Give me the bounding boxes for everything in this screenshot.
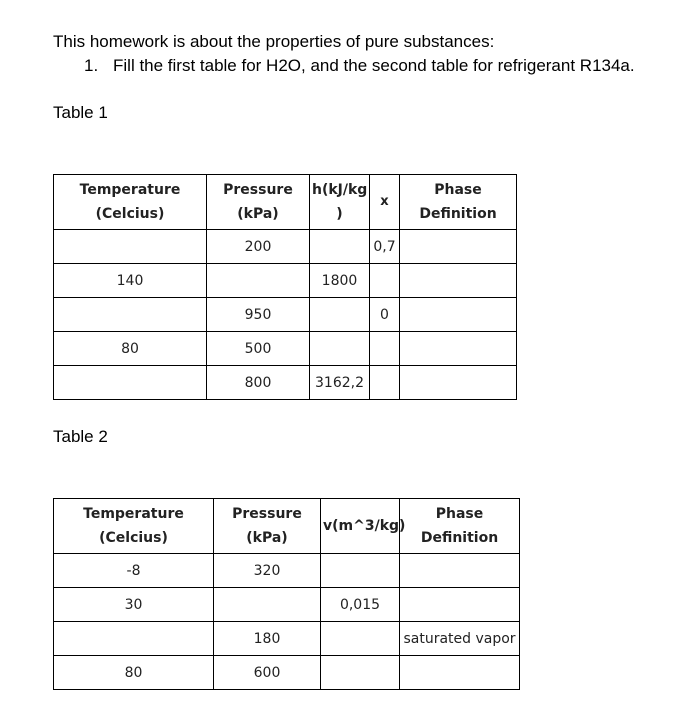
table1-caption: Table 1 — [53, 103, 108, 122]
instruction-item — [84, 54, 635, 78]
cell-temperature[interactable] — [54, 622, 214, 656]
table2-caption: Table 2 — [53, 427, 108, 446]
table-header-row — [54, 499, 520, 554]
homework-intro: This homework is about the properties of pure substances: — [53, 32, 495, 51]
cell-enthalpy[interactable] — [310, 230, 370, 264]
header-phase: Phase Definition — [400, 499, 520, 554]
header-specific-volume: v(m^3/kg) — [321, 499, 400, 554]
cell-specific-volume[interactable] — [321, 622, 400, 656]
cell-temperature[interactable]: -8 — [54, 554, 214, 588]
cell-temperature[interactable]: 80 — [54, 332, 207, 366]
cell-temperature[interactable] — [54, 298, 207, 332]
cell-pressure[interactable]: 500 — [207, 332, 310, 366]
cell-quality[interactable]: 0 — [370, 298, 400, 332]
table-header-row — [54, 175, 517, 230]
cell-enthalpy[interactable]: 3162,2 — [310, 366, 370, 400]
cell-enthalpy[interactable] — [310, 298, 370, 332]
cell-specific-volume[interactable] — [321, 554, 400, 588]
header-temperature: Temperature (Celcius) — [54, 499, 214, 554]
cell-pressure[interactable]: 180 — [214, 622, 321, 656]
cell-phase[interactable]: saturated vapor — [400, 622, 520, 656]
table-row — [54, 298, 517, 332]
cell-specific-volume[interactable] — [321, 656, 400, 690]
table-row — [54, 588, 520, 622]
cell-specific-volume[interactable]: 0,015 — [321, 588, 400, 622]
cell-phase[interactable] — [400, 332, 517, 366]
cell-temperature[interactable] — [54, 230, 207, 264]
cell-pressure[interactable]: 320 — [214, 554, 321, 588]
cell-quality[interactable] — [370, 264, 400, 298]
cell-temperature[interactable]: 140 — [54, 264, 207, 298]
table-row — [54, 366, 517, 400]
cell-phase[interactable] — [400, 588, 520, 622]
table-row — [54, 622, 520, 656]
cell-enthalpy[interactable]: 1800 — [310, 264, 370, 298]
cell-temperature[interactable]: 80 — [54, 656, 214, 690]
table-row — [54, 230, 517, 264]
cell-pressure[interactable]: 950 — [207, 298, 310, 332]
header-phase: Phase Definition — [400, 175, 517, 230]
table-r134a — [53, 498, 520, 690]
cell-phase[interactable] — [400, 230, 517, 264]
header-temperature: Temperature (Celcius) — [54, 175, 207, 230]
header-enthalpy: h(kJ/kg ) — [310, 175, 370, 230]
cell-temperature[interactable]: 30 — [54, 588, 214, 622]
table-row — [54, 264, 517, 298]
cell-pressure[interactable]: 600 — [214, 656, 321, 690]
cell-pressure[interactable] — [207, 264, 310, 298]
table-row — [54, 656, 520, 690]
cell-phase[interactable] — [400, 656, 520, 690]
cell-enthalpy[interactable] — [310, 332, 370, 366]
cell-phase[interactable] — [400, 298, 517, 332]
header-pressure: Pressure (kPa) — [214, 499, 321, 554]
list-number: 1. — [84, 56, 99, 75]
cell-phase[interactable] — [400, 554, 520, 588]
table-row — [54, 554, 520, 588]
table-h2o — [53, 174, 517, 400]
cell-pressure[interactable] — [214, 588, 321, 622]
cell-phase[interactable] — [400, 264, 517, 298]
cell-quality[interactable] — [370, 366, 400, 400]
header-quality: x — [370, 175, 400, 230]
cell-pressure[interactable]: 200 — [207, 230, 310, 264]
cell-quality[interactable] — [370, 332, 400, 366]
instruction-text: Fill the first table for H2O, and the second table for refrigerant R134a. — [113, 56, 635, 75]
cell-temperature[interactable] — [54, 366, 207, 400]
cell-pressure[interactable]: 800 — [207, 366, 310, 400]
cell-quality[interactable]: 0,7 — [370, 230, 400, 264]
header-pressure: Pressure (kPa) — [207, 175, 310, 230]
table-row — [54, 332, 517, 366]
cell-phase[interactable] — [400, 366, 517, 400]
